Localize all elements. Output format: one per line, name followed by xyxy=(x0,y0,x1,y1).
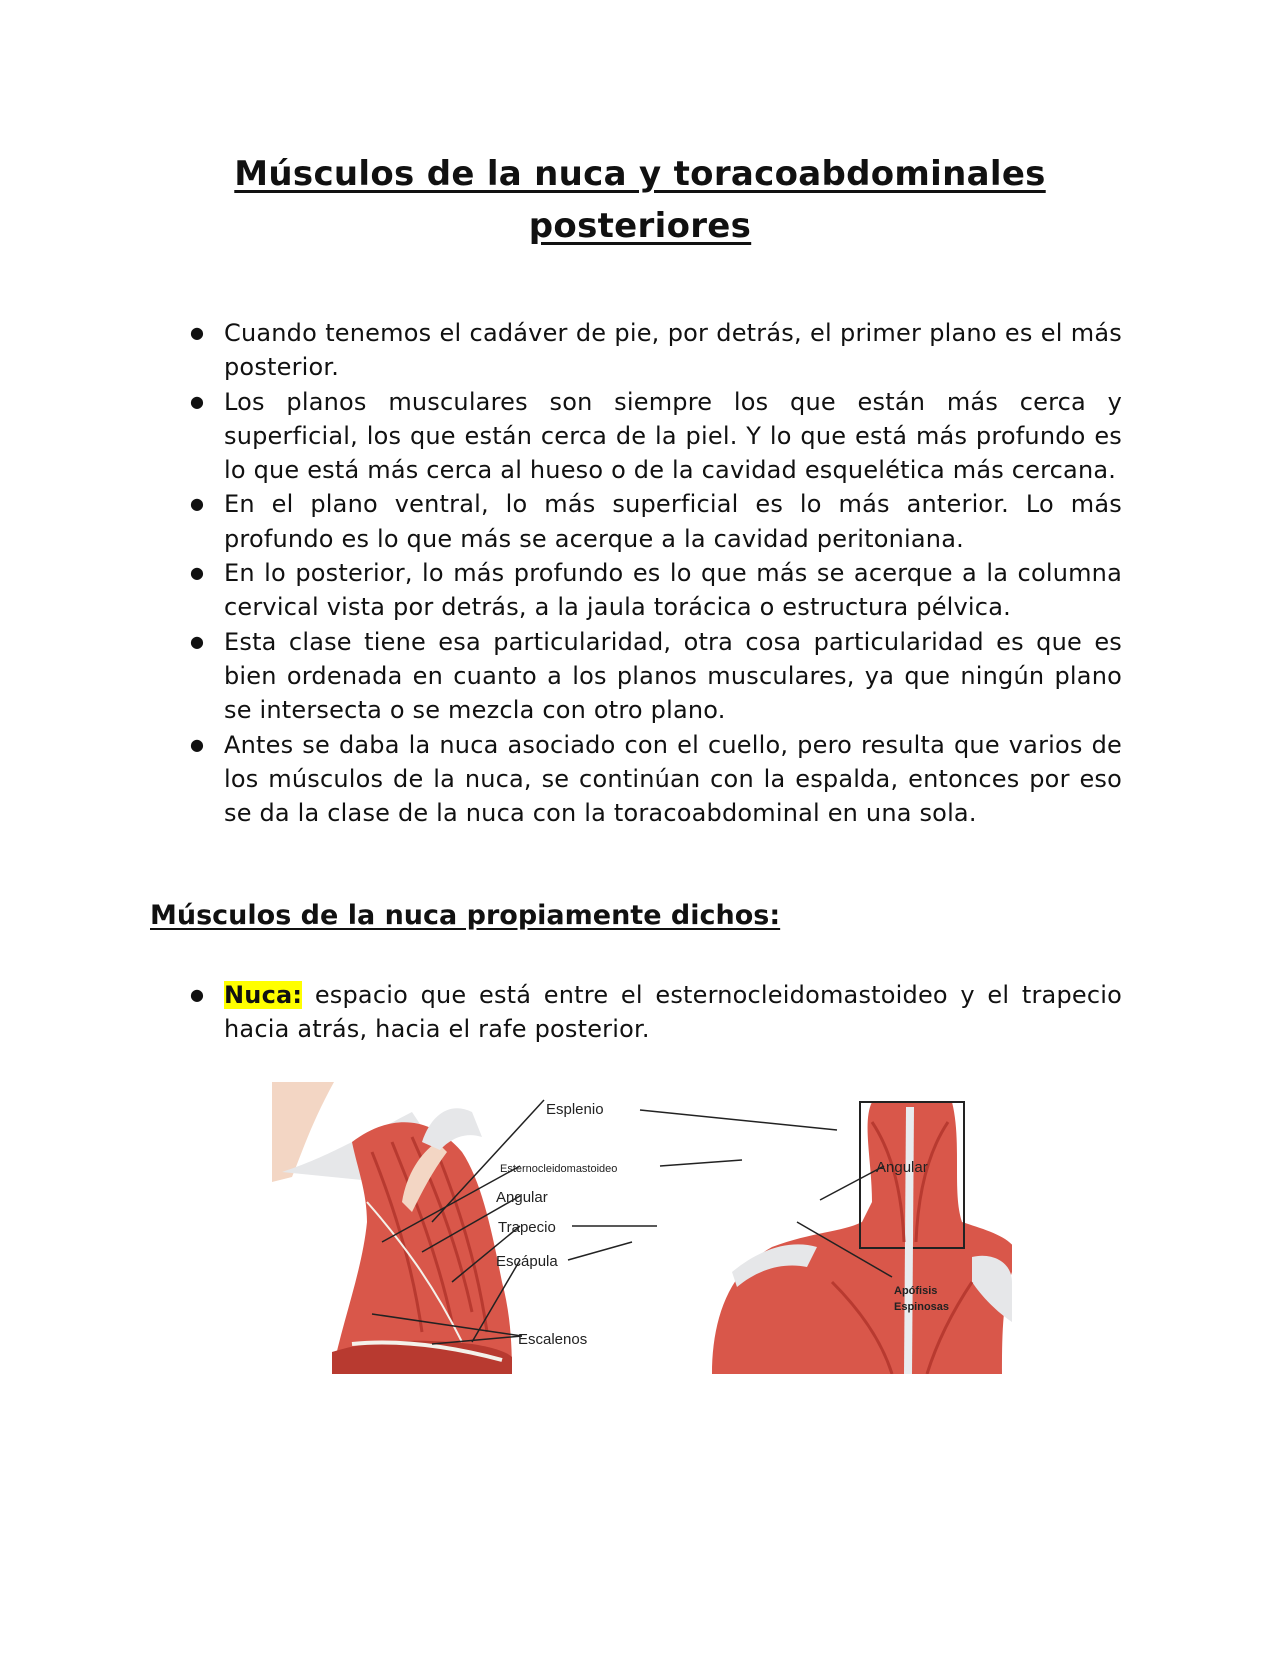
posterior-back-illustration xyxy=(712,1102,1012,1374)
label-escapula: Escápula xyxy=(496,1253,558,1270)
label-esplenio: Esplenio xyxy=(546,1101,604,1118)
section-title: Músculos de la nuca propiamente dichos: xyxy=(150,900,781,931)
list-item xyxy=(150,978,1122,1047)
label-angular-left: Angular xyxy=(496,1189,548,1206)
nuca-bullet-list xyxy=(150,978,1122,1047)
nuca-definition: espacio que está entre el esternocleidomastoideo y el trapecio hacia atrás, hacia el rafe posterior. xyxy=(224,981,1122,1044)
label-trapecio: Trapecio xyxy=(498,1219,556,1236)
label-escalenos: Escalenos xyxy=(518,1331,588,1348)
list-item: ● Esta clase tiene esa particularidad, otra cosa particularidad es que es bien ordenada en cuanto a los planos musculares, ya que ningún plano se intersecta o se mezcla con otro plano. xyxy=(150,625,1122,728)
label-espinosas: Espinosas xyxy=(894,1301,950,1313)
intro-bullet-list xyxy=(150,316,1122,830)
nuca-term-highlight: Nuca: xyxy=(224,981,303,1009)
list-item: ● Los planos musculares son siempre los que están más cerca y superficial, los que están cerca de la piel. Y lo que está más profundo es lo que está más cerca al hueso o de la cavidad esquelética más cercana. xyxy=(150,385,1122,488)
page-title: Músculos de la nuca y toracoabdominales posteriores xyxy=(234,154,1046,246)
label-esternocleidomastoideo: Esternocleidomastoideo xyxy=(500,1163,618,1175)
label-angular-right: Angular xyxy=(876,1159,928,1176)
lateral-neck-illustration xyxy=(272,1082,512,1374)
list-item: ● En el plano ventral, lo más superficial es lo más anterior. Lo más profundo es lo que más se acerque a la cavidad peritoniana. xyxy=(150,487,1122,556)
list-item: ● Antes se daba la nuca asociado con el cuello, pero resulta que varios de los músculos de la nuca, se continúan con la espalda, entonces por eso se da la clase de la nuca con la toracoabdominal en una sola. xyxy=(150,728,1122,831)
list-item: ● En lo posterior, lo más profundo es lo que más se acerque a la columna cervical vista por detrás, a la jaula torácica o estructura pélvica. xyxy=(150,556,1122,625)
neck-muscles-figure xyxy=(272,1082,1012,1374)
label-apofisis: Apófisis xyxy=(894,1285,938,1297)
list-item: ● Cuando tenemos el cadáver de pie, por detrás, el primer plano es el más posterior. xyxy=(150,316,1122,385)
